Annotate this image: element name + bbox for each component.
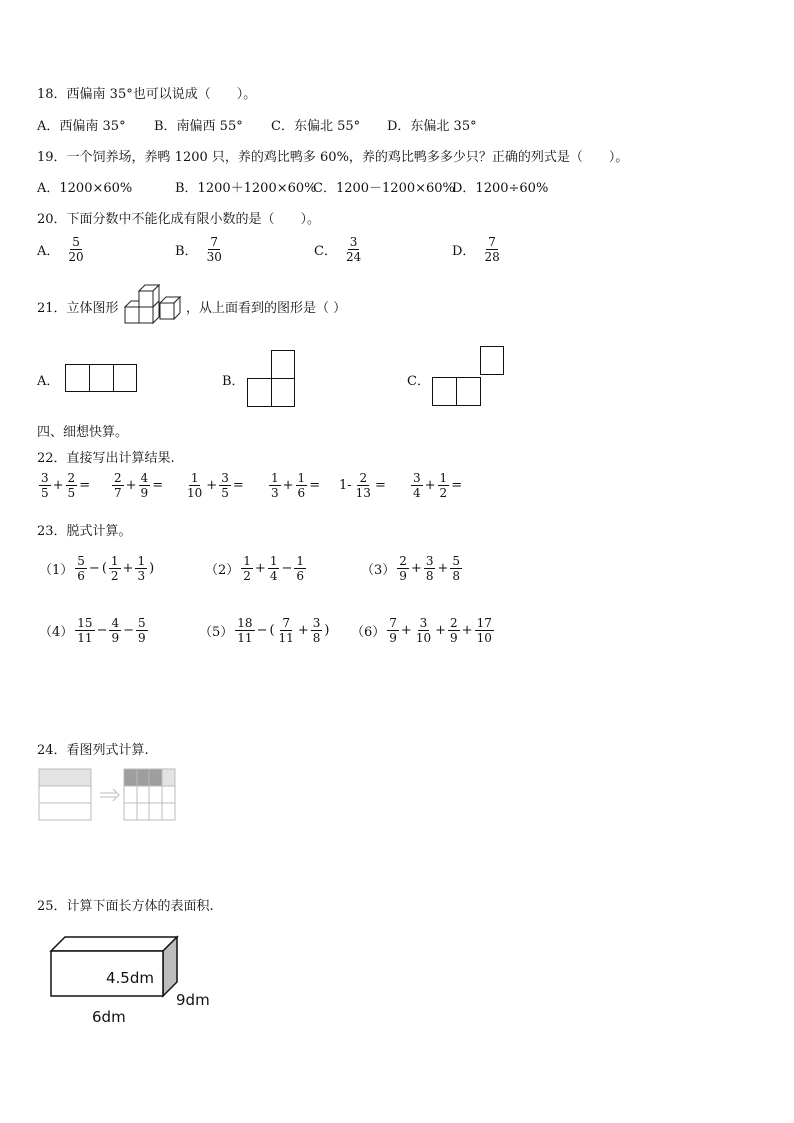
- q18-option-b: B．南偏西 55°: [154, 119, 243, 134]
- square-cell: [113, 364, 137, 392]
- square-cell: [480, 346, 504, 375]
- square-cell: [89, 364, 114, 392]
- fraction-grid-figure: [38, 768, 178, 822]
- q23-expr-1: （1） $\frac{5}{6}$ − ( $\frac{1}{2}$ + $\frac{1}{3}$ ): [39, 554, 155, 583]
- q19-option-c: C．1200－1200×60%: [313, 181, 455, 196]
- q20-option-b: [175, 236, 225, 263]
- q21-option-a-label: A．: [37, 374, 60, 389]
- q21-option-c-label: C．: [407, 374, 430, 389]
- q22-item-3: $\frac{1}{10}$ + $\frac{3}{5}$ =: [187, 471, 244, 500]
- q22-stem: 22．直接写出计算结果.: [37, 451, 175, 466]
- q22-item-5: 1- $\frac{2}{13}$ =: [339, 471, 386, 500]
- q21-stem-prefix: 21．立体图形: [37, 301, 119, 316]
- numerator: 3: [349, 235, 358, 249]
- q25-stem: 25．计算下面长方体的表面积.: [37, 899, 214, 914]
- cuboid-length-label: 6dm: [92, 1008, 126, 1026]
- q23-expr-3: （3） $\frac{2}{9}$ + $\frac{3}{8}$ + $\frac{5}{8}$: [361, 554, 461, 583]
- option-label: A．: [37, 244, 60, 259]
- numerator: 7: [488, 235, 496, 249]
- square-cell: [65, 364, 90, 392]
- option-label: B．: [175, 244, 198, 259]
- section-heading: 四、细想快算。: [37, 425, 129, 440]
- q19-option-b: B．1200＋1200×60%: [175, 181, 317, 196]
- fraction: [205, 236, 224, 263]
- cuboid-height-label: 4.5dm: [106, 969, 154, 987]
- cuboid-depth-label: 9dm: [176, 991, 210, 1009]
- denominator: 24: [345, 250, 362, 264]
- q23-expr-5: （5） $\frac{18}{11}$ − ( $\frac{7}{11}$ + $\frac{3}{8}$ ): [199, 616, 330, 645]
- fraction: [344, 236, 363, 263]
- q20-option-c: [314, 236, 364, 263]
- q22-item-4: $\frac{1}{3}$ + $\frac{1}{6}$ =: [271, 471, 321, 500]
- q22-item-6: $\frac{3}{4}$ + $\frac{1}{2}$ =: [413, 471, 463, 500]
- q23-expr-6: （6） $\frac{7}{9}$ + $\frac{3}{10}$ + $\frac{2}{9}$ + $\frac{17}{10}$: [351, 616, 492, 645]
- square-cell: [271, 378, 295, 407]
- denominator: 28: [484, 250, 500, 264]
- q23-expr-2: （2） $\frac{1}{2}$ + $\frac{1}{4}$ − $\frac{1}{6}$: [205, 554, 305, 583]
- q18-stem: 18．西偏南 35°也可以说成（ ）。: [37, 87, 257, 102]
- q18-option-d: D．东偏北 35°: [387, 119, 477, 134]
- q22-item-2: $\frac{2}{7}$ + $\frac{4}{9}$ =: [114, 471, 164, 500]
- q19-option-d: D．1200÷60%: [452, 181, 549, 196]
- square-cell: [271, 350, 295, 379]
- q23-expr-4: （4） $\frac{15}{11}$ − $\frac{4}{9}$ − $\frac{5}{9}$: [39, 616, 146, 645]
- q21-option-b-label: B．: [222, 374, 245, 389]
- q24-stem: 24．看图列式计算.: [37, 743, 149, 758]
- q18-option-c: C．东偏北 55°: [271, 119, 361, 134]
- q19-stem: 19．一个饲养场，养鸭 1200 只，养的鸡比鸭多 60%，养的鸡比鸭多多少只？正确的列式是（ ）。: [37, 150, 629, 165]
- denominator: 30: [206, 250, 222, 264]
- square-cell: [247, 378, 272, 407]
- fraction: [482, 236, 501, 263]
- q23-stem: 23．脱式计算。: [37, 524, 132, 539]
- square-cell: [456, 377, 481, 406]
- q22-item-1: $\frac{3}{5}$ + $\frac{2}{5}$ =: [41, 471, 91, 500]
- cuboid-figure: [48, 934, 180, 998]
- q21-stem-suffix: ，从上面看到的图形是（ ）: [186, 301, 347, 316]
- q20-option-d: [452, 236, 503, 263]
- q18-option-a: A．西偏南 35°: [37, 119, 126, 134]
- denominator: 20: [68, 250, 84, 264]
- q20-stem: 20．下面分数中不能化成有限小数的是（ ）。: [37, 212, 321, 227]
- q19-option-a: A．1200×60%: [37, 181, 133, 196]
- q20-option-a: [37, 236, 87, 263]
- option-label: D．: [452, 244, 476, 259]
- 3d-cubes-figure: [124, 283, 186, 327]
- option-label: C．: [314, 244, 337, 259]
- numerator: 7: [210, 235, 219, 249]
- square-cell: [432, 377, 457, 406]
- fraction: [66, 236, 85, 263]
- numerator: 5: [72, 235, 80, 249]
